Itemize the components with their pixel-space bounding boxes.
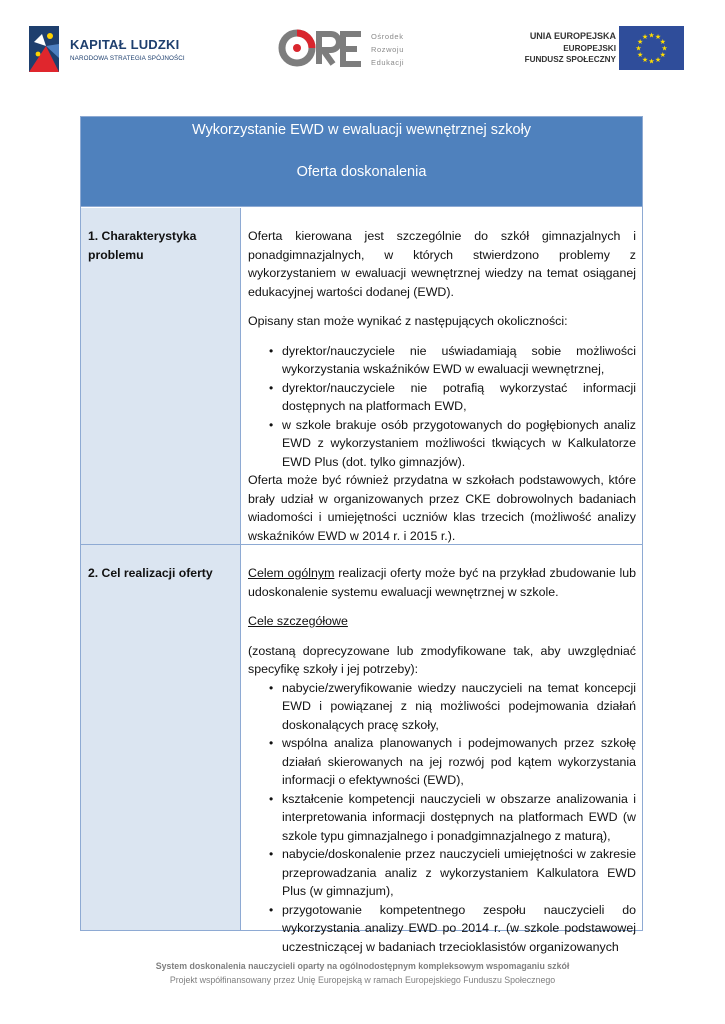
eu-star-icon: ★ [661, 45, 668, 53]
footer-line-1: System doskonalenia nauczycieli oparty na ogólnodostępnym kompleksowym wspomaganiu szkół [155, 961, 570, 971]
eu-star-icon: ★ [659, 52, 666, 59]
general-goal-label: Celem ogólnym [248, 566, 335, 580]
row-label-goal [81, 545, 241, 930]
kapital-ludzki-logo [26, 24, 196, 76]
list-item: • dyrektor/nauczyciele nie potrafią wykorzystać informacji dostępnych na platformach EWD, [269, 380, 636, 413]
bullet-icon: • [269, 736, 274, 750]
problem-bullet-list [248, 342, 636, 472]
list-item: • wspólna analiza planowanych i podejmowanych przez szkołę działań skierowanych na jej rozwój pod kątem wykorzystania informacji o efektywności (EWD), [269, 736, 636, 787]
logo-left-title: KAPITAŁ LUDZKI [70, 37, 180, 52]
problem-paragraph-3: Oferta może być również przydatna w szkołach podstawowych, które brały udział w organizowanych przez CKE dobrowolnych badaniach wiadomości i umiejętności uczniów klas trzecich (możliwość analizy wskaźników EWD w 2014 r. i 2015 r.). [248, 473, 636, 543]
list-item: • kształcenie kompetencji nauczycieli w obszarze analizowania i interpretowania informacji dostępnych na platformach EWD (w szkole typu gimnazjalnego i ponadgimnazjalnego z maturą), [269, 791, 636, 843]
kapital-ludzki-emblem-icon [26, 24, 62, 74]
bullet-icon: • [269, 380, 274, 395]
ore-logo [277, 26, 447, 74]
eu-star-icon: ★ [648, 58, 655, 66]
bullet-icon: • [269, 902, 274, 917]
offer-table [80, 116, 643, 954]
bullet-icon: • [269, 680, 274, 695]
eu-logo [522, 26, 684, 72]
document-subtitle: Oferta doskonalenia [296, 164, 427, 180]
eu-line-3: FUNDUSZ SPOŁECZNY [524, 55, 616, 64]
row-content-goal [241, 545, 642, 954]
eu-star-icon: ★ [659, 39, 666, 46]
problem-paragraph-2: Opisany stan może wynikać z następujących okoliczności: [248, 314, 568, 328]
bullet-icon: • [269, 791, 274, 806]
problem-paragraph-1: Oferta kierowana jest szczególnie do szkół gimnazjalnych i ponadgimnazjalnych, w których stwierdzono problemy z wykorzystaniem w ewaluacji wewnętrznej wiedzy na temat osiąganej edukacyjnej wartości dodanej (EWD). [248, 229, 636, 299]
eu-star-icon: ★ [641, 56, 649, 64]
footer-line-2: Projekt współfinansowany przez Unię Europejską w ramach Europejskiego Funduszu Społecznego [169, 975, 556, 985]
logo-left-subtitle: NARODOWA STRATEGIA SPÓJNOŚCI [70, 55, 185, 62]
specific-goals-heading: Cele szczegółowe [248, 614, 348, 628]
ore-line-3: Edukacji [371, 58, 405, 67]
eu-line-2: EUROPEJSKI [563, 43, 616, 53]
ore-subtitle [371, 30, 404, 69]
eu-star-icon: ★ [637, 39, 644, 46]
label-line: problemu [88, 247, 144, 262]
bullet-icon: • [269, 417, 274, 432]
eu-flag-icon [619, 26, 684, 70]
list-item: • w szkole brakuje osób przygotowanych do pogłębionych analiz EWD z wykorzystaniem możliwości tkwiących w Kalkulatorze EWD Plus (dot. tylko gimnazjów). [269, 417, 636, 469]
ore-wordmark-icon [277, 26, 367, 70]
document-title: Wykorzystanie EWD w ewaluacji wewnętrznej szkoły [191, 122, 532, 138]
bullet-icon: • [269, 343, 274, 358]
eu-star-icon: ★ [637, 52, 644, 59]
table-row-problem [81, 207, 642, 544]
eu-text [525, 31, 616, 66]
label-line: 1. Charakterystyka [88, 229, 197, 243]
ore-line-2: Rozwoju [371, 45, 404, 54]
eu-star-icon: ★ [648, 32, 655, 40]
eu-line-1: UNIA EUROPEJSKA [529, 31, 616, 41]
eu-star-icon: ★ [641, 34, 649, 42]
list-item: • nabycie/doskonalenie przez nauczycieli umiejętności w zakresie przeprowadzania analiz z wykorzystaniem Kalkulatora EWD Plus (w gimnazjum), [269, 847, 636, 898]
general-goal-paragraph [248, 564, 636, 601]
eu-star-icon: ★ [654, 34, 662, 42]
table-row-goal [81, 544, 642, 954]
list-item: • nabycie/zweryfikowanie wiedzy nauczycieli na temat koncepcji EWD i powiązanej z nią możliwości podejmowania działań doskonalących pracę szkoły, [269, 680, 636, 732]
table-title-block [81, 117, 642, 207]
ore-line-1: Ośrodek [371, 32, 404, 41]
row-label-problem [81, 208, 241, 544]
list-item: • przygotowanie kompetentnego zespołu nauczycieli do wykorzystania analizy EWD po 2014 r. (w szkole podstawowej uczestniczącej w badaniach trzecioklasistów organizowanych [269, 902, 636, 954]
row-content-problem [241, 208, 642, 544]
bullet-icon: • [269, 847, 274, 861]
specific-goals-note: (zostaną doprecyzowane lub zmodyfikowane tak, aby uwzględniać specyfikę szkoły i jej potrzeby): [248, 643, 636, 676]
list-item: • dyrektor/nauczyciele nie uświadamiają sobie możliwości wykorzystania wskaźników EWD w ewaluacji wewnętrznej, [269, 343, 636, 376]
goal-bullet-list [248, 679, 636, 957]
label-line: 2. Cel realizacji oferty [88, 566, 213, 580]
eu-star-icon: ★ [635, 45, 642, 53]
general-goal-text: realizacji oferty może być na przykład zbudowanie lub udoskonalenie systemu ewaluacji wewnętrznej w szkole. [248, 566, 636, 599]
eu-star-icon: ★ [654, 56, 662, 64]
